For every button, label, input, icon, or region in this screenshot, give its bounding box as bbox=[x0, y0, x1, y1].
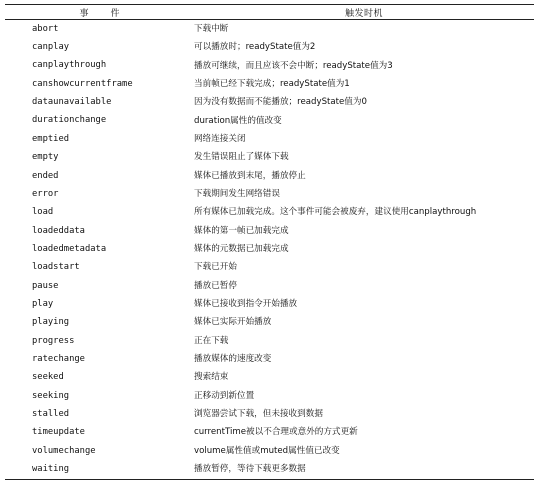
table-row bbox=[5, 75, 534, 93]
event-name-cell: loadedmetadata bbox=[32, 243, 107, 254]
event-trigger-cell: 因为没有数据而不能播放；readyState值为0 bbox=[194, 97, 367, 108]
event-trigger-cell: 下载已开始 bbox=[194, 262, 237, 273]
event-name-cell: canshowcurrentframe bbox=[32, 78, 133, 89]
event-name-cell: play bbox=[32, 298, 54, 309]
event-name-cell: ended bbox=[32, 170, 59, 181]
event-name-cell: emptied bbox=[32, 133, 70, 144]
table-row bbox=[5, 148, 534, 166]
event-name-cell: playing bbox=[32, 317, 70, 328]
table-row bbox=[5, 203, 534, 221]
event-name-cell: pause bbox=[32, 280, 59, 291]
table-row bbox=[5, 387, 534, 405]
event-trigger-cell: 浏览器尝试下载，但未接收到数据 bbox=[194, 409, 323, 420]
event-name-cell: stalled bbox=[32, 408, 70, 419]
event-trigger-cell: 下载中断 bbox=[194, 23, 229, 34]
event-name-cell: empty bbox=[32, 152, 59, 163]
event-trigger-cell: currentTime被以不合理或意外的方式更新 bbox=[194, 427, 358, 438]
event-trigger-cell: 播放媒体的速度改变 bbox=[194, 354, 272, 365]
event-name-cell: canplay bbox=[32, 42, 70, 53]
event-trigger-cell: 正在下载 bbox=[194, 335, 229, 346]
table-row bbox=[5, 20, 534, 39]
media-events-table-container bbox=[5, 4, 534, 480]
table-row bbox=[5, 424, 534, 442]
event-trigger-cell: 媒体已实际开始播放 bbox=[194, 317, 272, 328]
header-trigger-time: 触发时机 bbox=[344, 8, 383, 19]
table-row bbox=[5, 314, 534, 332]
event-name-cell: abort bbox=[32, 23, 59, 34]
table-row bbox=[5, 460, 534, 479]
event-name-cell: seeked bbox=[32, 372, 64, 383]
table-row bbox=[5, 369, 534, 387]
event-name-cell: durationchange bbox=[32, 115, 107, 126]
event-trigger-cell: 所有媒体已加载完成。这个事件可能会被废弃，建议使用canplaythrough bbox=[194, 207, 477, 218]
event-name-cell: error bbox=[32, 188, 59, 199]
event-trigger-cell: volume属性值或muted属性值已改变 bbox=[194, 445, 340, 456]
event-name-cell: timeupdate bbox=[32, 427, 85, 438]
event-trigger-cell: 可以播放时；readyState值为2 bbox=[194, 42, 316, 53]
table-row bbox=[5, 185, 534, 203]
event-name-cell: loadstart bbox=[32, 262, 80, 273]
table-body bbox=[5, 20, 534, 480]
table-row bbox=[5, 130, 534, 148]
media-events-table bbox=[5, 4, 534, 480]
table-header bbox=[5, 5, 534, 20]
event-trigger-cell: 媒体的元数据已加载完成 bbox=[194, 244, 289, 254]
event-name-cell: canplaythrough bbox=[32, 60, 107, 71]
event-trigger-cell: 当前帧已经下载完成；readyState值为1 bbox=[194, 78, 350, 89]
event-trigger-cell: 下载期间发生网络错误 bbox=[194, 188, 280, 199]
table-row bbox=[5, 332, 534, 350]
table-row bbox=[5, 38, 534, 56]
event-name-cell: ratechange bbox=[32, 353, 85, 364]
event-trigger-cell: 正移动到新位置 bbox=[194, 390, 255, 401]
event-trigger-cell: 播放暂停，等待下载更多数据 bbox=[194, 464, 306, 475]
event-name-cell: load bbox=[32, 207, 54, 218]
event-trigger-cell: 发生错误阻止了媒体下载 bbox=[194, 152, 289, 163]
table-row bbox=[5, 277, 534, 295]
event-trigger-cell: duration属性的值改变 bbox=[194, 115, 282, 126]
table-row bbox=[5, 167, 534, 185]
event-trigger-cell: 网络连接关闭 bbox=[194, 133, 246, 144]
event-trigger-cell: 播放已暂停 bbox=[194, 280, 237, 291]
table-row bbox=[5, 442, 534, 460]
table-row bbox=[5, 240, 534, 258]
header-row bbox=[5, 5, 534, 20]
event-trigger-cell: 媒体已接收到指令开始播放 bbox=[194, 299, 298, 310]
table-row bbox=[5, 222, 534, 240]
event-trigger-cell: 媒体的第一帧已加载完成 bbox=[194, 225, 289, 236]
table-row bbox=[5, 405, 534, 423]
event-name-cell: seeking bbox=[32, 390, 70, 401]
table-row bbox=[5, 57, 534, 75]
header-event: 事件 bbox=[79, 8, 142, 19]
table-row bbox=[5, 258, 534, 276]
event-name-cell: loadeddata bbox=[32, 225, 85, 236]
event-name-cell: waiting bbox=[32, 464, 70, 475]
event-trigger-cell: 播放可继续，而且应该不会中断；readyState值为3 bbox=[194, 60, 393, 71]
table-row bbox=[5, 112, 534, 130]
table-row bbox=[5, 350, 534, 368]
table-row bbox=[5, 93, 534, 111]
event-name-cell: progress bbox=[32, 335, 75, 346]
table-row bbox=[5, 295, 534, 313]
event-trigger-cell: 搜索结束 bbox=[194, 372, 229, 383]
event-name-cell: volumechange bbox=[32, 445, 96, 456]
event-name-cell: dataunavailable bbox=[32, 97, 112, 108]
event-trigger-cell: 媒体已播放到末尾，播放停止 bbox=[194, 170, 306, 181]
